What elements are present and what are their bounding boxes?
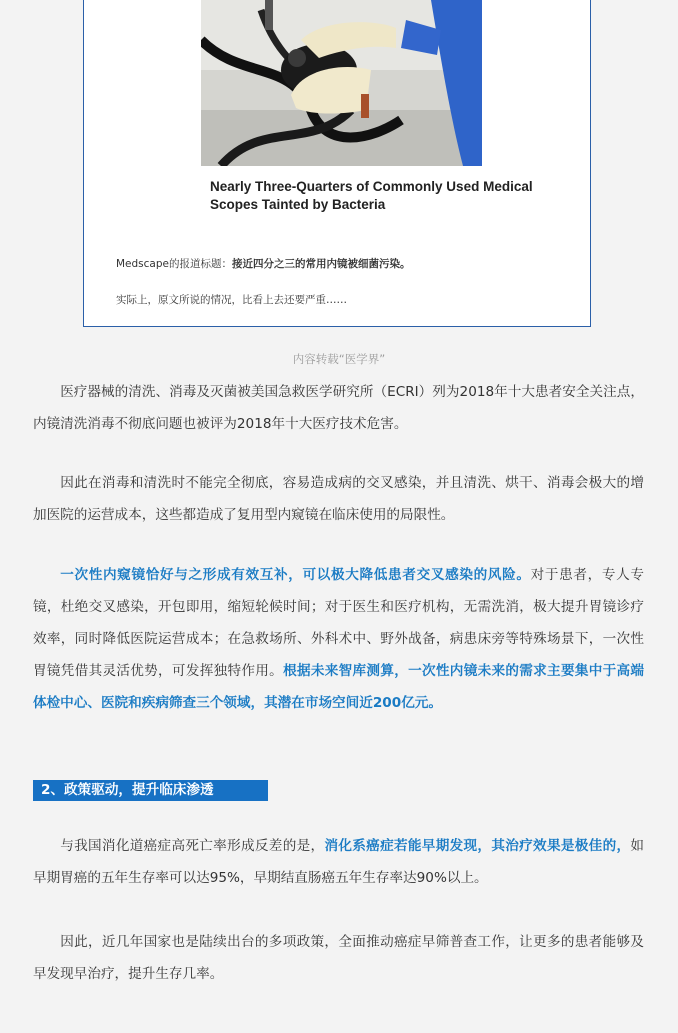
paragraph-survival-rates: 如早期胃癌的五年生存率可以达95%，早期结直肠癌五年生存率达90%以上。 xyxy=(33,838,645,886)
report-prefix: Medscape的报道标题： xyxy=(116,258,232,270)
section-heading: 2、政策驱动，提升临床渗透 xyxy=(33,780,268,801)
figure-note: 实际上，原文所说的情况，比看上去还要严重…… xyxy=(116,294,347,306)
report-title: 接近四分之三的常用内镜被细菌污染。 xyxy=(232,258,411,270)
paragraph-ecri: 医疗器械的清洗、消毒及灭菌被美国急救医学研究所（ECRI）列为2018年十大患者安全关注点，内镜清洗消毒不彻底问题也被评为2018年十大医疗技术危害。 xyxy=(33,384,644,432)
paragraph-early-detection xyxy=(33,830,644,894)
highlight-early-detection: 消化系癌症若能早期发现，其治疗效果是极佳的， xyxy=(324,838,631,854)
scope-news-headline: Nearly Three-Quarters of Commonly Used Medical Scopes Tainted by Bacteria xyxy=(210,179,533,212)
highlight-market-size: 根据未来智库测算，一次性内镜未来的需求主要集中于高端体检中心、医院和疾病筛查三个领域，其潜在市场空间近200亿元。 xyxy=(33,663,644,711)
paragraph-policy: 因此，近几年国家也是陆续出台的多项政策，全面推动癌症早筛普查工作，让更多的患者能够及早发现早治疗，提升生存几率。 xyxy=(33,934,644,982)
article-image-frame xyxy=(83,0,591,327)
endoscope-photo xyxy=(201,0,482,166)
paragraph-reuse-limits: 因此在消毒和清洗时不能完全彻底，容易造成病的交叉感染，并且清洗、烘干、消毒会极大的增加医院的运营成本，这些都造成了复用型内窥镜在临床使用的局限性。 xyxy=(33,475,644,523)
paragraph-lead: 与我国消化道癌症高死亡率形成反差的是， xyxy=(60,838,325,854)
paragraph-body: 对于患者，专人专镜，杜绝交叉感染，开包即用，缩短轮候时间；对于医生和医疗机构，无需洗消，极大提升胃镜诊疗效率，同时降低医院运营成本；在急救场所、外科术中、野外战备，病患床旁等特殊场景下，一次性胃镜凭借其灵活优势，可发挥独特作用。 xyxy=(33,567,645,679)
paragraph-disposable-scope xyxy=(33,559,644,719)
highlight-cross-infection: 一次性内窥镜恰好与之形成有效互补，可以极大降低患者交叉感染的风险。 xyxy=(60,567,531,583)
medscape-report-line xyxy=(116,256,411,271)
image-caption: 内容转载“医学界” xyxy=(292,352,386,366)
endoscope-illustration xyxy=(201,0,482,166)
